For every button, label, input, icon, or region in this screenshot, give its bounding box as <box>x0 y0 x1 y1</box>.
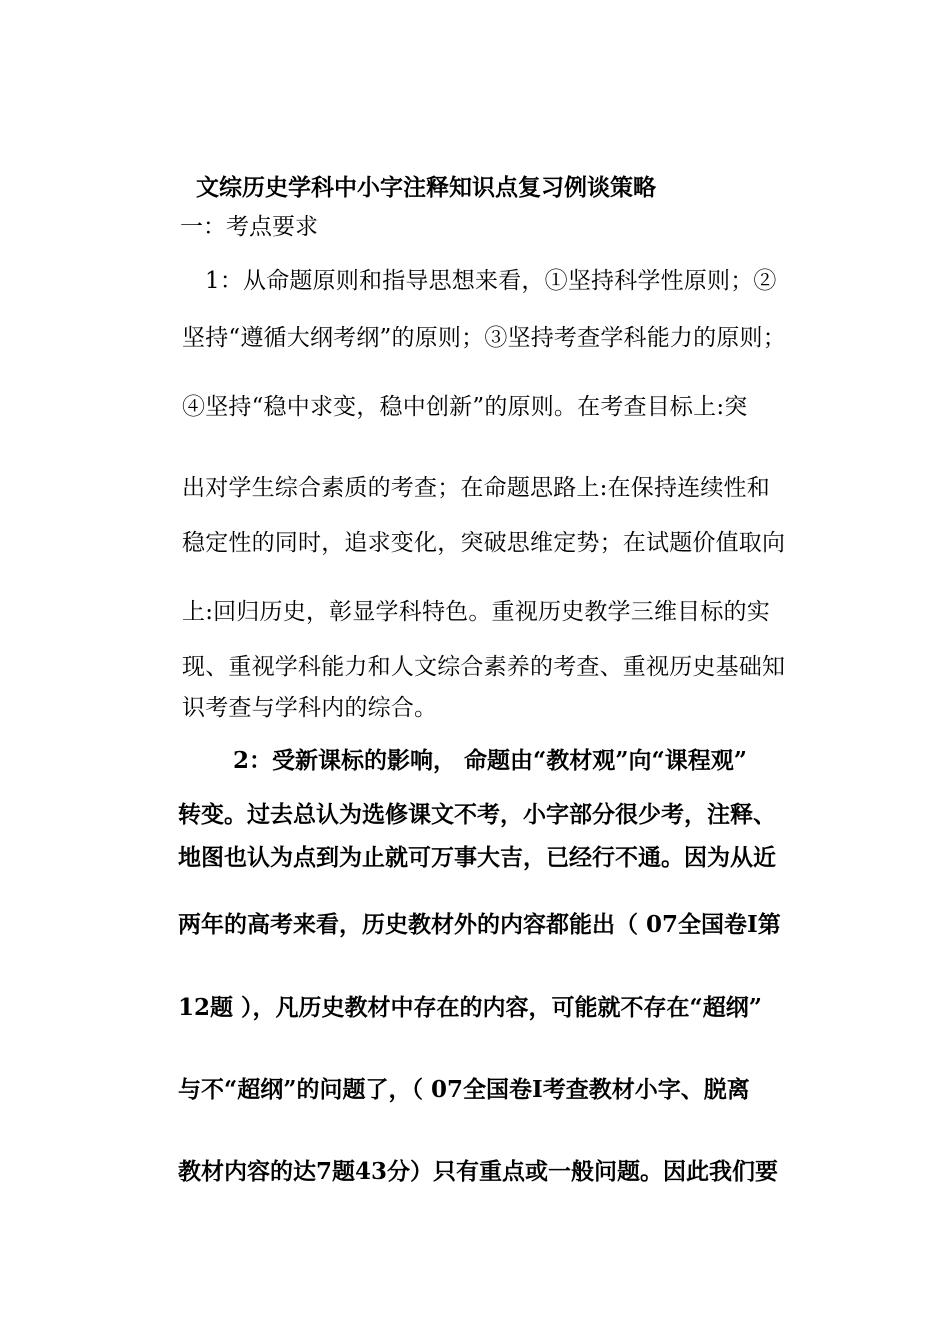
paragraph-2-line: 两年的高考来看，历史教材外的内容都能出（ 07全国卷Ⅰ第 <box>178 911 781 938</box>
paragraph-1-line: 上:回归历史，彰显学科特色。重视历史教学三维目标的实 <box>182 599 770 625</box>
paragraph-2-line: 2：受新课标的影响， 命题由“教材观”向“课程观” <box>233 747 747 774</box>
paragraph-1-line: 坚持“遵循大纲考纲”的原则；③坚持考查学科能力的原则； <box>182 325 786 351</box>
paragraph-1-line: ④坚持“稳中求变，稳中创新”的原则。在考查目标上:突 <box>182 394 748 420</box>
paragraph-2-line: 教材内容的达7题43分）只有重点或一般问题。因此我们要 <box>178 1158 779 1185</box>
paragraph-2-line: 转变。过去总认为选修课文不考，小字部分很少考，注释、 <box>178 801 776 828</box>
paragraph-1-line: 出对学生综合素质的考查；在命题思路上:在保持连续性和 <box>182 475 770 501</box>
paragraph-1-line: 稳定性的同时，追求变化，突破思维定势；在试题价值取向 <box>182 530 786 556</box>
paragraph-2-line: 地图也认为点到为止就可万事大吉，已经行不通。因为从近 <box>178 844 776 871</box>
document-title: 文综历史学科中小字注释知识点复习例谈策略 <box>196 174 656 201</box>
paragraph-1-line: 现、重视学科能力和人文综合素养的考查、重视历史基础知 <box>182 654 786 680</box>
paragraph-2-line: 12题 ），凡历史教材中存在的内容，可能就不存在“超纲” <box>178 994 762 1021</box>
paragraph-1-line: 识考查与学科内的综合。 <box>182 695 438 721</box>
section-heading: 一：考点要求 <box>180 214 318 240</box>
paragraph-2-line: 与不“超纲”的问题了，（ 07全国卷Ⅰ考查教材小字、脱离 <box>178 1076 750 1103</box>
paragraph-1-line: 1：从命题原则和指导思想来看，①坚持科学性原则；② <box>205 268 777 294</box>
